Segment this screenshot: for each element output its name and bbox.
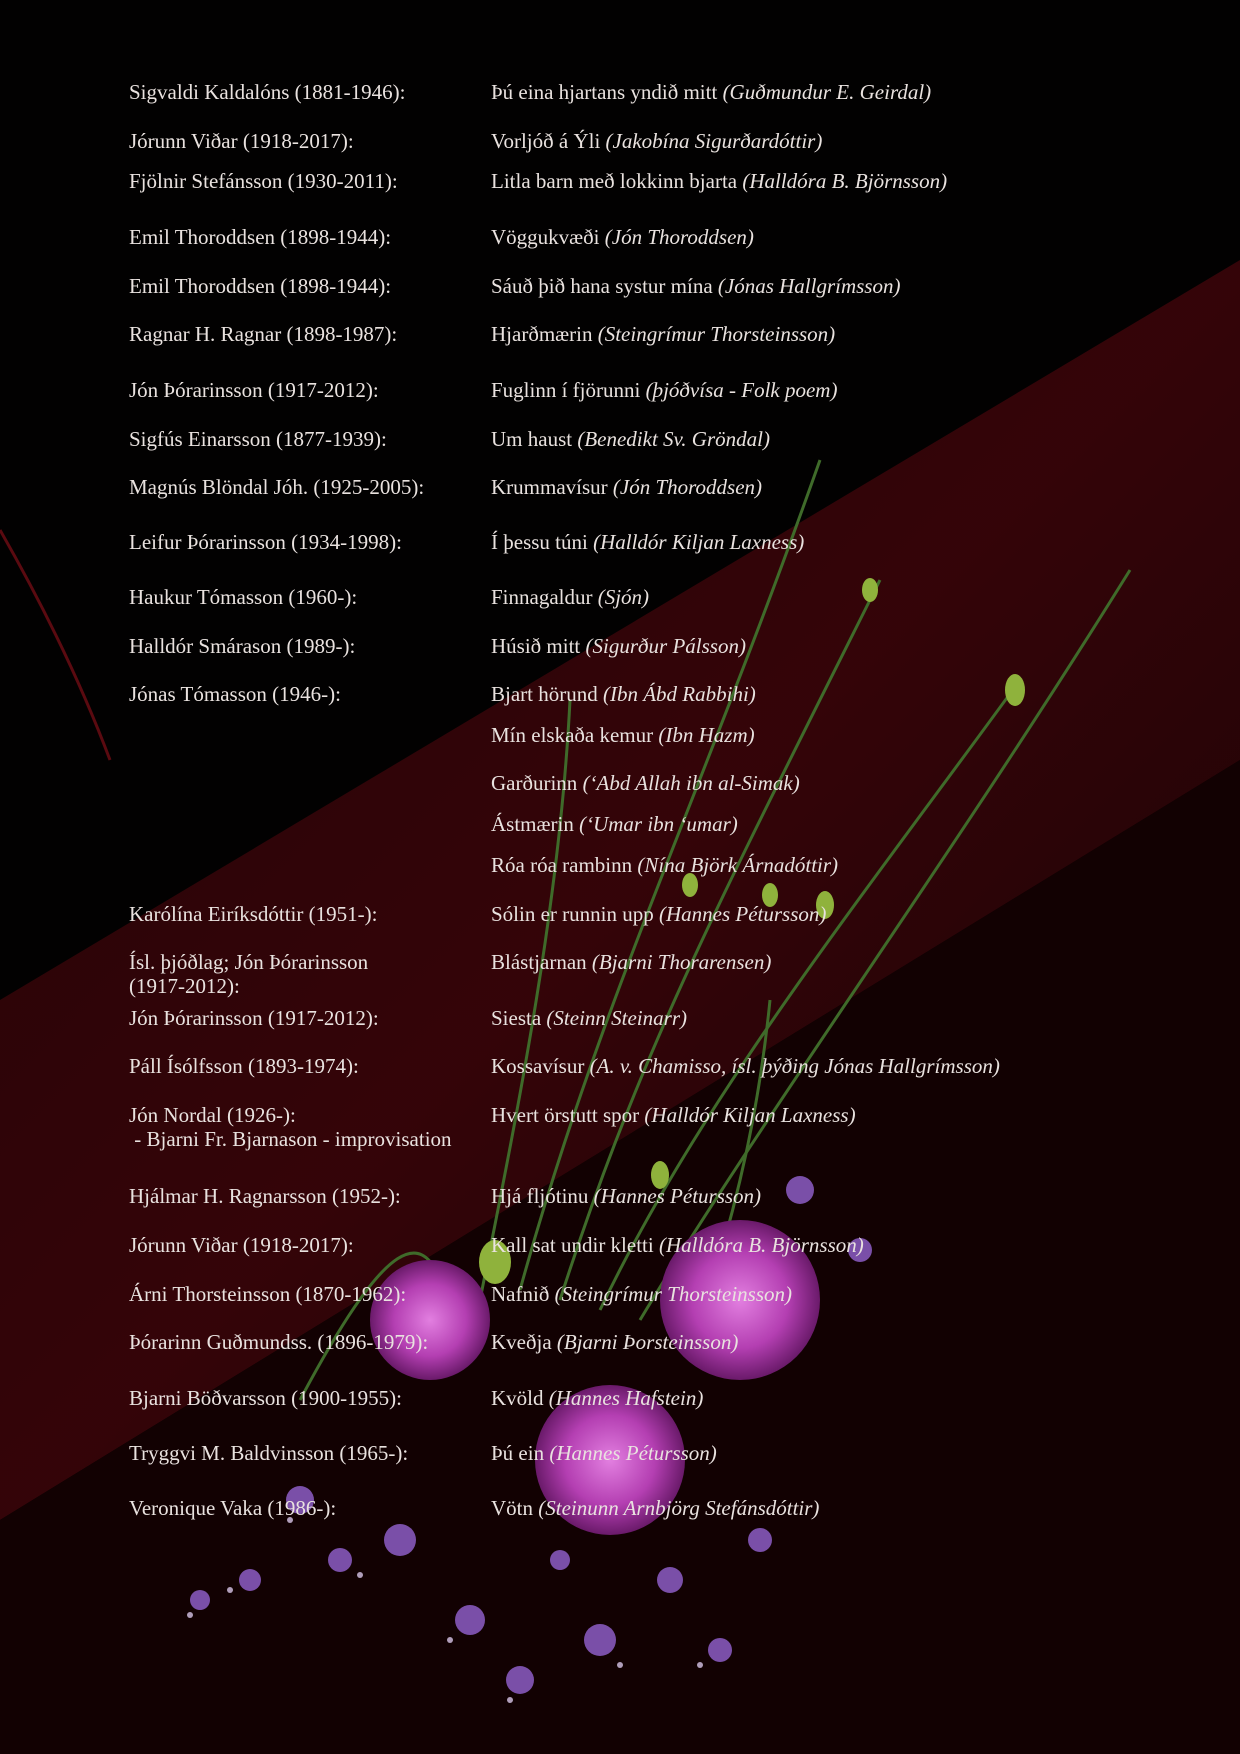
piece-title: Blástjarnan [491, 950, 587, 974]
piece-title: Litla barn með lokkinn bjarta [491, 169, 738, 193]
poet: (Benedikt Sv. Gröndal) [577, 427, 770, 451]
piece-title: Róa róa rambinn [491, 853, 633, 877]
piece-title: Kveðja [491, 1330, 552, 1354]
composer: Hjálmar H. Ragnarsson (1952-): [129, 1184, 401, 1208]
poet: (Jónas Hallgrímsson) [717, 274, 901, 298]
piece-title: Þú eina hjartans yndið mitt [491, 80, 718, 104]
poet: (Jakobína Sigurðardóttir) [605, 129, 823, 153]
piece [491, 1496, 1211, 1520]
poet: (Steingrímur Thorsteinsson) [597, 322, 836, 346]
piece-title: Um haust [491, 427, 573, 451]
poet: (Hannes Hafstein) [548, 1386, 704, 1410]
composer: Jónas Tómasson (1946-): [129, 682, 341, 706]
composer: Halldór Smárason (1989-): [129, 634, 356, 658]
composer: Fjölnir Stefánsson (1930-2011): [129, 169, 398, 193]
piece-title: Vötn [491, 1496, 533, 1520]
piece-title: Siesta [491, 1006, 542, 1030]
composer: Jón Þórarinsson (1917-2012): [129, 378, 379, 402]
piece-title: Húsið mitt [491, 634, 581, 658]
piece-title: Ástmærin [491, 812, 574, 836]
piece [491, 634, 1211, 658]
poet: (Ibn Hazm) [658, 723, 755, 747]
poet: (Nína Björk Árnadóttir) [637, 853, 839, 877]
poet: (Halldóra B. Björnsson) [658, 1233, 864, 1257]
poet: (A. v. Chamisso, ísl. þýðing Jónas Hallgrímsson) [589, 1054, 1000, 1078]
poet: (Sigurður Pálsson) [585, 634, 746, 658]
piece-title: Kall sat undir kletti [491, 1233, 654, 1257]
piece [491, 1006, 1211, 1030]
piece [491, 427, 1211, 451]
poet: (Halldór Kiljan Laxness) [644, 1103, 856, 1127]
piece [491, 169, 1211, 193]
poet: (Bjarni Þorsteinsson) [556, 1330, 739, 1354]
piece-title: Garðurinn [491, 771, 578, 795]
piece [491, 1103, 1211, 1127]
piece [491, 902, 1211, 926]
composer: Karólína Eiríksdóttir (1951-): [129, 902, 378, 926]
composer: Árni Thorsteinsson (1870-1962): [129, 1282, 407, 1306]
piece-title: Nafnið [491, 1282, 550, 1306]
piece [491, 475, 1211, 499]
poet: (Sjón) [597, 585, 650, 609]
poet: (Steingrímur Thorsteinsson) [554, 1282, 793, 1306]
piece [491, 530, 1211, 554]
piece-title: Vöggukvæði [491, 225, 600, 249]
composer: Emil Thoroddsen (1898-1944): [129, 274, 392, 298]
composer: Ísl. þjóðlag; Jón Þórarinsson (1917-2012): [129, 950, 369, 998]
composer: Jón Þórarinsson (1917-2012): [129, 1006, 379, 1030]
piece-title: Fuglinn í fjörunni [491, 378, 641, 402]
composer: Jórunn Viðar (1918-2017): [129, 129, 354, 153]
piece-title: Hvert örstutt spor [491, 1103, 640, 1127]
poet: (‘Abd Allah ibn al-Simak) [582, 771, 800, 795]
poet: (Jón Thoroddsen) [604, 225, 754, 249]
piece [491, 322, 1211, 346]
piece-title: Mín elskaða kemur [491, 723, 654, 747]
composer: Veronique Vaka (1986-): [129, 1496, 337, 1520]
concert-program [129, 0, 1229, 1754]
piece [491, 1282, 1211, 1306]
composer: Ragnar H. Ragnar (1898-1987): [129, 322, 398, 346]
composer: Jón Nordal (1926-): - Bjarni Fr. Bjarnason - improvisation [129, 1103, 452, 1151]
composer: Þórarinn Guðmundss. (1896-1979): [129, 1330, 429, 1354]
piece [491, 1441, 1211, 1465]
poet: (‘Umar ibn ‘umar) [579, 812, 738, 836]
piece [491, 129, 1211, 153]
poet: (Halldór Kiljan Laxness) [593, 530, 805, 554]
piece [491, 1386, 1211, 1410]
piece [491, 274, 1211, 298]
piece [491, 1184, 1211, 1208]
piece-title: Hjarðmærin [491, 322, 593, 346]
piece-title: Hjá fljótinu [491, 1184, 589, 1208]
composer: Bjarni Böðvarsson (1900-1955): [129, 1386, 402, 1410]
piece-title: Í þessu túni [491, 530, 588, 554]
piece [491, 812, 1211, 836]
piece [491, 723, 1211, 747]
piece [491, 771, 1211, 795]
piece [491, 585, 1211, 609]
piece [491, 80, 1211, 104]
piece-title: Þú ein [491, 1441, 545, 1465]
poet: (Steinn Steinarr) [546, 1006, 687, 1030]
piece [491, 1233, 1211, 1257]
piece-title: Kvöld [491, 1386, 544, 1410]
piece [491, 225, 1211, 249]
poet: (Hannes Pétursson) [593, 1184, 762, 1208]
poet: (Steinunn Arnbjörg Stefánsdóttir) [538, 1496, 820, 1520]
composer: Sigfús Einarsson (1877-1939): [129, 427, 387, 451]
composer: Páll Ísólfsson (1893-1974): [129, 1054, 359, 1078]
composer: Magnús Blöndal Jóh. (1925-2005): [129, 475, 425, 499]
poet: (Jón Thoroddsen) [612, 475, 763, 499]
composer: Haukur Tómasson (1960-): [129, 585, 358, 609]
piece-title: Vorljóð á Ýli [491, 129, 601, 153]
piece [491, 378, 1211, 402]
piece-title: Krummavísur [491, 475, 608, 499]
piece [491, 853, 1211, 877]
composer: Jórunn Viðar (1918-2017): [129, 1233, 354, 1257]
poet: (Halldóra B. Björnsson) [742, 169, 948, 193]
poet: (Ibn Ábd Rabbihi) [602, 682, 756, 706]
piece-title: Finnagaldur [491, 585, 593, 609]
piece-title: Sáuð þið hana systur mína [491, 274, 713, 298]
piece [491, 1330, 1211, 1354]
poet: (Guðmundur E. Geirdal) [722, 80, 932, 104]
composer: Tryggvi M. Baldvinsson (1965-): [129, 1441, 409, 1465]
piece-title: Bjart hörund [491, 682, 598, 706]
composer: Sigvaldi Kaldalóns (1881-1946): [129, 80, 406, 104]
poet: (Hannes Pétursson) [659, 902, 827, 926]
piece [491, 1054, 1211, 1078]
poet: (Hannes Pétursson) [549, 1441, 717, 1465]
poet: (þjóðvísa - Folk poem) [645, 378, 838, 402]
piece [491, 682, 1211, 706]
poet: (Bjarni Thorarensen) [591, 950, 772, 974]
piece-title: Kossavísur [491, 1054, 585, 1078]
piece [491, 950, 1211, 974]
composer: Emil Thoroddsen (1898-1944): [129, 225, 392, 249]
composer: Leifur Þórarinsson (1934-1998): [129, 530, 402, 554]
piece-title: Sólin er runnin upp [491, 902, 654, 926]
